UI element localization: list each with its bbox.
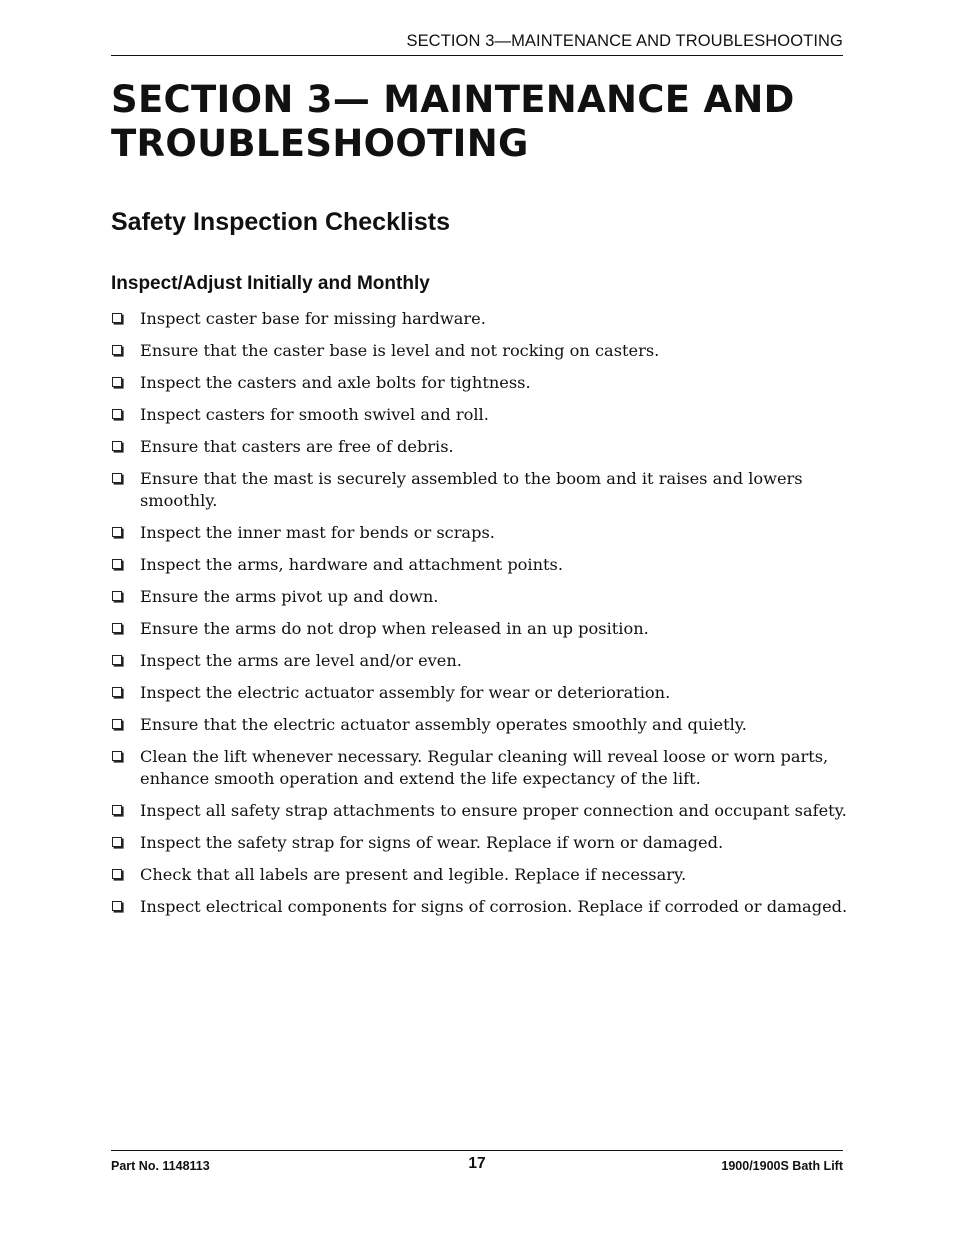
checklist-item — [111, 436, 851, 458]
footer-product-name: 1900/1900S Bath Lift — [721, 1159, 843, 1173]
footer-page-number: 17 — [468, 1155, 486, 1172]
checkbox-icon — [112, 901, 122, 911]
checkbox-icon — [112, 869, 122, 879]
checklist-item-text: Inspect the inner mast for bends or scraps. — [140, 523, 495, 543]
checkbox-icon — [112, 805, 122, 815]
checklist-item — [111, 308, 851, 330]
checklist-heading: Inspect/Adjust Initially and Monthly — [111, 273, 430, 294]
checklist-item — [111, 682, 851, 704]
checklist-item — [111, 746, 851, 790]
checklist-item-text: Clean the lift whenever necessary. Regular cleaning will reveal loose or worn parts, enhance smooth operation and extend the life expectancy of the lift. — [140, 747, 829, 789]
checklist-item-text: Ensure that the mast is securely assembled to the boom and it raises and lowers smoothly. — [140, 469, 803, 511]
checklist-item — [111, 864, 851, 886]
checkbox-icon — [112, 313, 122, 323]
subsection-title: Safety Inspection Checklists — [111, 208, 451, 236]
checkbox-icon — [112, 751, 122, 761]
checklist-item — [111, 404, 851, 426]
section-title-line-1: SECTION 3— MAINTENANCE AND — [111, 78, 795, 121]
checkbox-icon — [112, 623, 122, 633]
checkbox-icon — [112, 409, 122, 419]
checklist-item-text: Inspect casters for smooth swivel and roll. — [140, 405, 489, 424]
checklist-item-text: Inspect the casters and axle bolts for tightness. — [140, 373, 531, 392]
checklist-item-text: Inspect the electric actuator assembly for wear or deterioration. — [140, 683, 671, 703]
checklist-item — [111, 714, 851, 736]
checklist-item — [111, 650, 851, 672]
checkbox-icon — [112, 719, 122, 729]
checklist-item-text: Ensure the arms do not drop when released in an up position. — [140, 619, 649, 639]
checklist-item — [111, 586, 851, 608]
checkbox-icon — [112, 345, 122, 355]
checklist-item — [111, 522, 851, 544]
checklist-item — [111, 372, 851, 394]
checklist-item — [111, 832, 851, 854]
checklist-item-text: Ensure the arms pivot up and down. — [140, 587, 439, 607]
checklist-item-text: Inspect caster base for missing hardware. — [140, 309, 486, 328]
footer-part-number: Part No. 1148113 — [111, 1159, 210, 1173]
checkbox-icon — [112, 837, 122, 847]
section-title — [111, 78, 871, 166]
checkbox-icon — [112, 441, 122, 451]
page-footer — [111, 1150, 843, 1173]
checklist-item-text: Inspect all safety strap attachments to ensure proper connection and occupant safety. — [140, 801, 847, 821]
checklist-item — [111, 468, 851, 512]
checklist-item — [111, 800, 851, 822]
checklist-item — [111, 340, 851, 362]
checkbox-icon — [112, 591, 122, 601]
checklist-item-text: Ensure that casters are free of debris. — [140, 437, 454, 456]
checklist-item — [111, 896, 851, 918]
checkbox-icon — [112, 655, 122, 665]
checklist-item — [111, 618, 851, 640]
checkbox-icon — [112, 473, 122, 483]
running-header-title: SECTION 3—MAINTENANCE AND TROUBLESHOOTING — [406, 32, 843, 50]
section-title-line-2: TROUBLESHOOTING — [111, 122, 529, 165]
checkbox-icon — [112, 527, 122, 537]
checklist-item — [111, 554, 851, 576]
running-header — [111, 31, 843, 56]
checkbox-icon — [112, 687, 122, 697]
inspection-checklist — [111, 308, 851, 928]
checkbox-icon — [112, 559, 122, 569]
checklist-item-text: Check that all labels are present and legible. Replace if necessary. — [140, 865, 687, 885]
checklist-item-text: Ensure that the caster base is level and not rocking on casters. — [140, 341, 660, 360]
checkbox-icon — [112, 377, 122, 387]
checklist-item-text: Inspect the arms are level and/or even. — [140, 651, 462, 671]
checklist-item-text: Ensure that the electric actuator assembly operates smoothly and quietly. — [140, 715, 747, 735]
checklist-item-text: Inspect the safety strap for signs of wear. Replace if worn or damaged. — [140, 833, 724, 853]
checklist-item-text: Inspect electrical components for signs of corrosion. Replace if corroded or damaged. — [140, 897, 848, 917]
checklist-item-text: Inspect the arms, hardware and attachment points. — [140, 555, 563, 575]
